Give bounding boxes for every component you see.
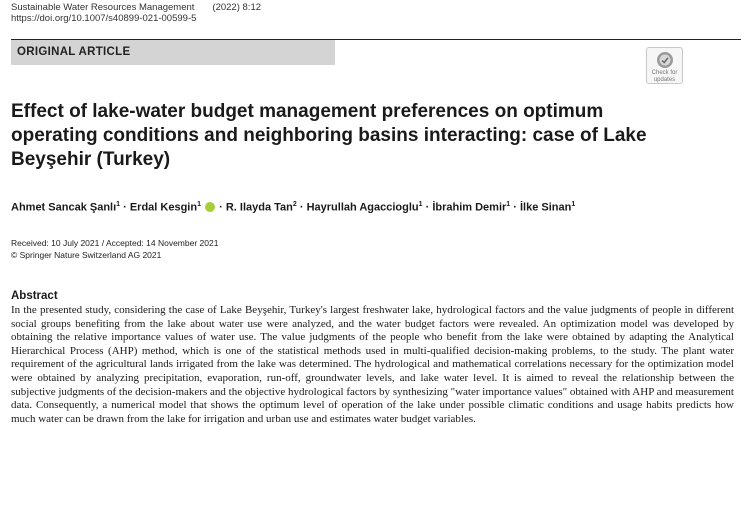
author-affiliation: 1 bbox=[571, 201, 576, 208]
doi-link[interactable]: https://doi.org/10.1007/s40899-021-00599-5 bbox=[11, 13, 197, 24]
journal-name: Sustainable Water Resources Management bbox=[11, 2, 195, 13]
check-for-updates-badge[interactable] bbox=[646, 47, 683, 84]
citation: (2022) 8:12 bbox=[212, 2, 262, 13]
author-affiliation: 1 bbox=[506, 201, 511, 208]
author-separator: · bbox=[422, 201, 433, 214]
author-affiliation: 2 bbox=[292, 201, 297, 208]
orcid-icon[interactable] bbox=[205, 202, 215, 212]
abstract-heading: Abstract bbox=[11, 290, 58, 302]
check-for-updates-line1: Check for bbox=[651, 70, 678, 76]
author-name: İlke Sinan bbox=[519, 201, 572, 214]
author-name: Ahmet Sancak Şanlı bbox=[11, 201, 117, 214]
author-name: Erdal Kesgin bbox=[129, 201, 198, 214]
author-affiliation: 1 bbox=[197, 201, 201, 208]
article-title: Effect of lake-water budget management preferences on optimum operating conditions and neighboring basins interacting: case of Lake Beyşehir (Turkey) bbox=[11, 101, 647, 170]
author-list bbox=[11, 198, 741, 215]
author-separator: · bbox=[296, 201, 307, 214]
check-for-updates-line2: updates bbox=[653, 77, 676, 83]
received-accepted-dates: Received: 10 July 2021 / Accepted: 14 November 2021 bbox=[11, 238, 219, 248]
abstract-text: In the presented study, considering the case of Lake Beyşehir, Turkey's largest freshwater lake, hydrological factors and the value judgments of people in different social groups benefiting from the lake about water use were analyzed, and the water budget factors were revealed. An optimization model was developed by obtaining the relative importance values of water use. The value judgments of the people who benefit from the lake were obtained by adapting the Analytical Hierarchical Process (AHP) method, which is one of the statistical methods used in multi-qualified decision-making problems, to the study. The plant water requirement of the agricultural lands irrigated from the lake was determined. The hydrological and mathematical correlations necessary for the optimization model were obtained by analyzing precipitation, evaporation, run-off, groundwater levels, and lake water level. It is aimed to reveal the relationship between the subjective judgments of the decision-makers and the objective hydrological factors by synthesizing "water importance values" obtained with AHP and measurement data. Consequently, a numerical model that shows the optimum level of operation of the lake under possible climatic conditions and usage habits predicts how much water can be drawn from the lake for irrigation and urban use and estimates water budget variables. bbox=[11, 304, 734, 425]
article-type-label: ORIGINAL ARTICLE bbox=[11, 40, 335, 65]
author-name: İbrahim Demir bbox=[432, 201, 507, 214]
author-separator: · bbox=[510, 201, 520, 214]
check-for-updates-icon bbox=[656, 51, 674, 69]
author-name: Hayrullah Agaccioglu bbox=[306, 201, 419, 214]
copyright-notice: © Springer Nature Switzerland AG 2021 bbox=[11, 250, 162, 260]
author-affiliation: 1 bbox=[116, 201, 121, 208]
author-affiliation: 1 bbox=[418, 201, 423, 208]
author-separator: · bbox=[120, 201, 130, 214]
author-name: R. Ilayda Tan bbox=[225, 201, 293, 214]
author-separator: · bbox=[216, 201, 226, 214]
